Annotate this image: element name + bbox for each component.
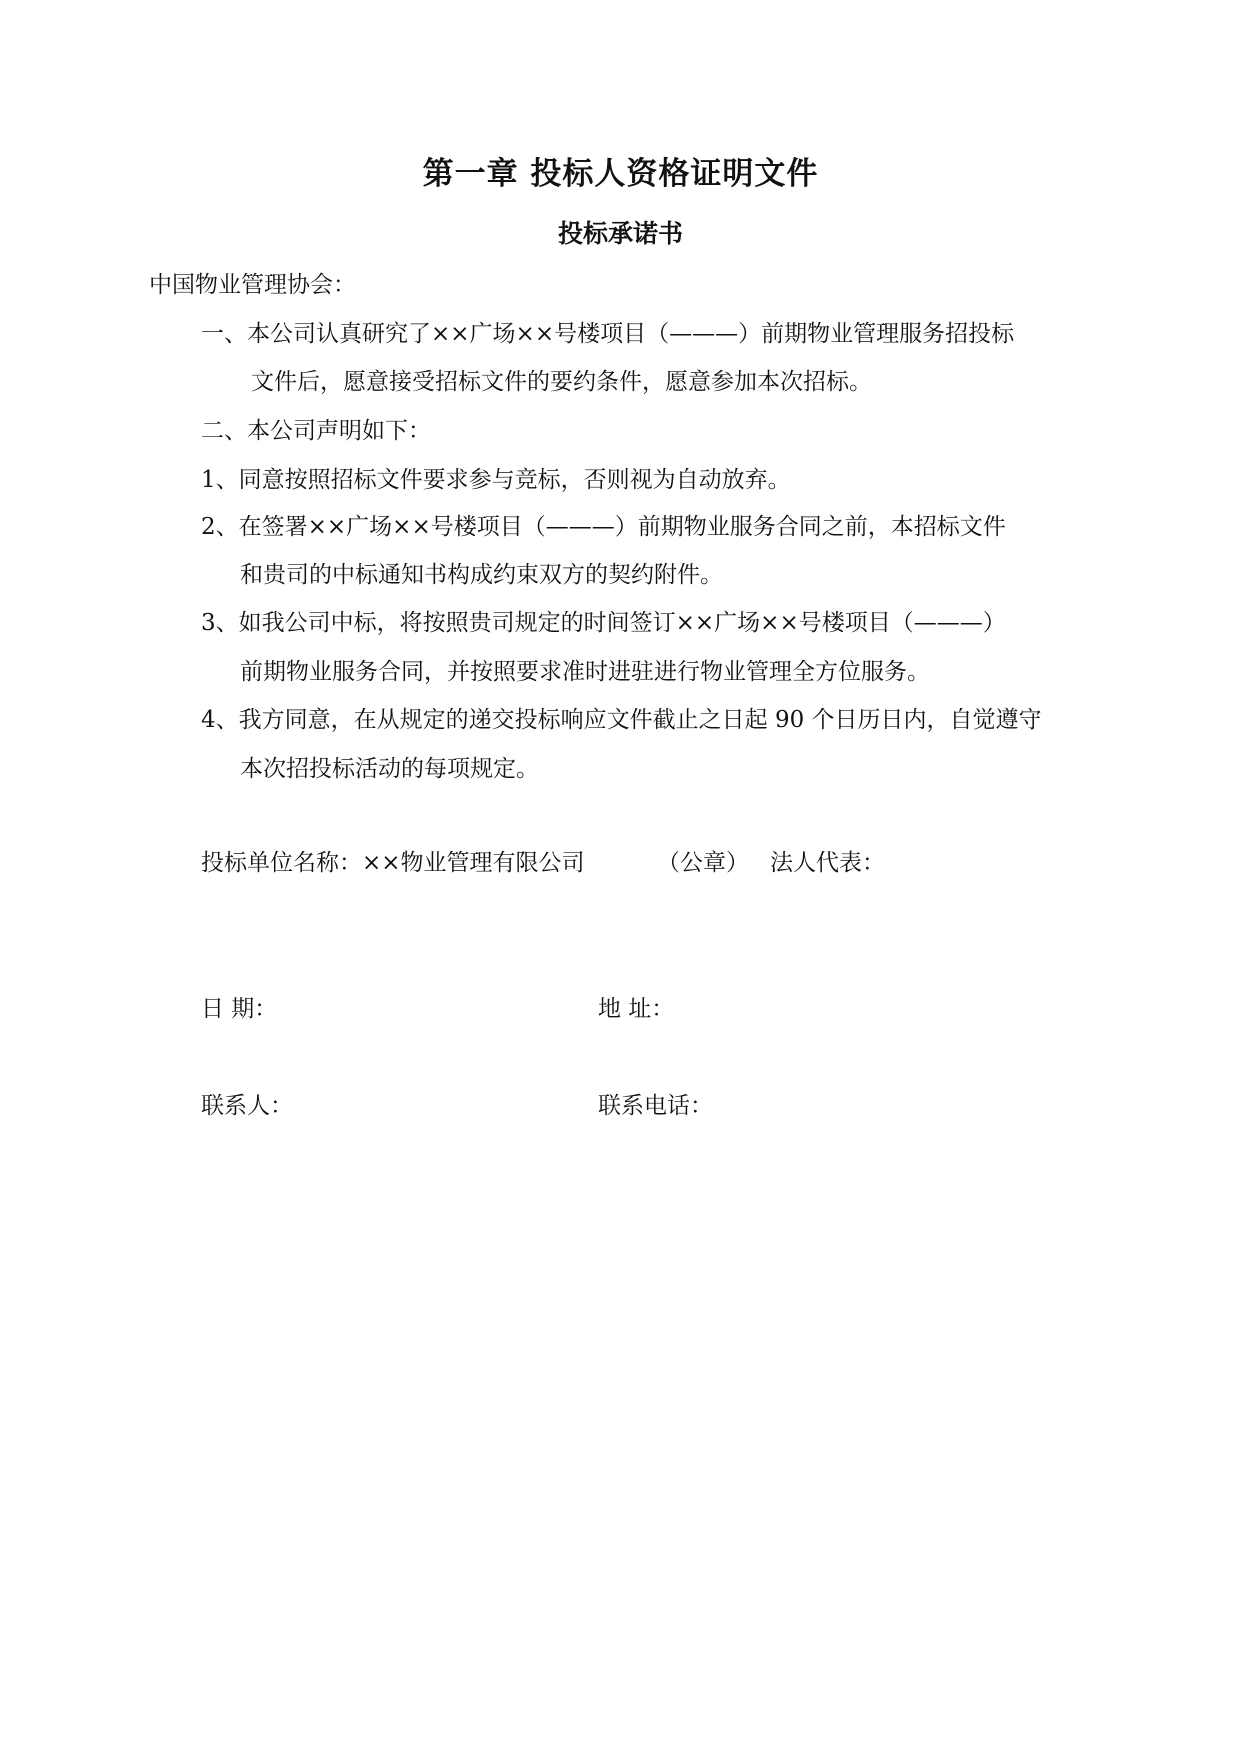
legal-representative-label: 法人代表： — [770, 850, 885, 876]
clause-3-line1: 3、如我公司中标，将按照贵司规定的时间签订××广场××号楼项目（———） — [201, 610, 1006, 636]
contact-phone-label: 联系电话： — [598, 1093, 713, 1119]
company-name: 投标单位名称：××物业管理有限公司 — [201, 850, 585, 876]
clause-2-line1: 2、在签署××广场××号楼项目（———）前期物业服务合同之前，本招标文件 — [201, 514, 1006, 540]
item-one-line2: 文件后，愿意接受招标文件的要约条件，愿意参加本次招标。 — [251, 369, 872, 395]
clause-2-line2: 和贵司的中标通知书构成约束双方的契约附件。 — [240, 562, 723, 588]
clause-1: 1、同意按照招标文件要求参与竞标，否则视为自动放弃。 — [201, 467, 791, 493]
addressee: 中国物业管理协会： — [149, 272, 356, 298]
item-one-line1: 一、本公司认真研究了××广场××号楼项目（———）前期物业管理服务招投标 — [201, 321, 1015, 347]
item-two: 二、本公司声明如下： — [201, 418, 431, 444]
document-title: 投标承诺书 — [557, 219, 683, 248]
contact-person-label: 联系人： — [201, 1093, 293, 1119]
company-seal: （公章） — [657, 850, 749, 876]
clause-3-line2: 前期物业服务合同，并按照要求准时进驻进行物业管理全方位服务。 — [240, 659, 930, 685]
clause-4-line1: 4、我方同意，在从规定的递交投标响应文件截止之日起 90 个日历日内，自觉遵守 — [201, 707, 1042, 733]
chapter-title: 第一章 投标人资格证明文件 — [422, 156, 819, 192]
address-label: 地 址： — [598, 996, 675, 1022]
date-label: 日 期： — [201, 996, 278, 1022]
clause-4-line2: 本次招投标活动的每项规定。 — [240, 756, 539, 782]
